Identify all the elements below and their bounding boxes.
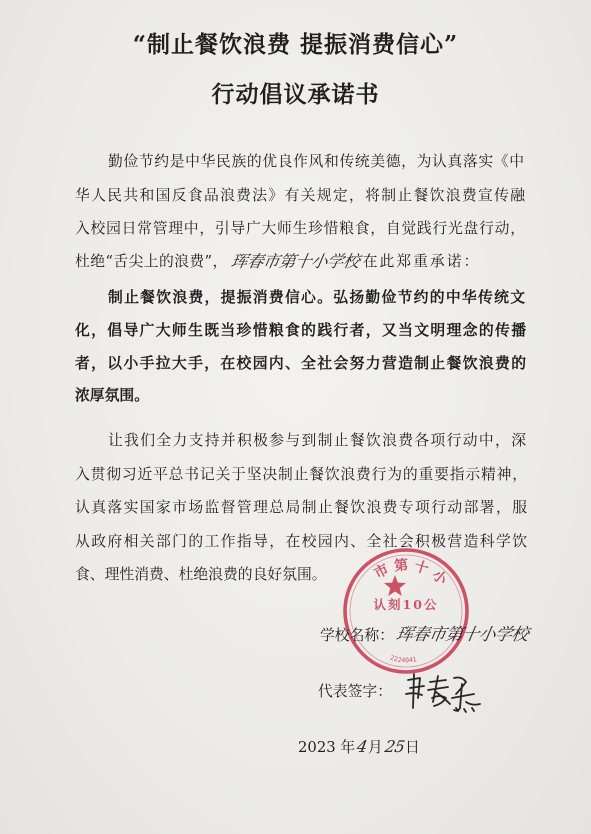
paragraph-line: 化，倡导广大师生既当珍惜粮食的践行者，又当文明理念的传播	[75, 322, 526, 339]
school-name-label: 学校名称：	[320, 627, 394, 644]
handwritten-school-name: 珲春市第十小学校	[394, 625, 530, 645]
paragraph-line	[75, 250, 480, 274]
paragraph-text: 在此郑重承诺：	[362, 253, 481, 270]
paragraph-text: 杜绝“舌尖上的浪费”，	[75, 253, 228, 270]
seal-arc-text: 市 第 十 小	[371, 557, 450, 589]
date-day: 25	[383, 737, 406, 756]
paragraph-line: 入贯彻习近平总书记关于坚决制止餐饮浪费行为的重要指示精神，	[75, 466, 527, 483]
date-month: 4	[355, 737, 369, 756]
date-month-unit: 月	[367, 739, 383, 756]
representative-signature-label: 代表签字：	[318, 683, 392, 700]
date-day-unit: 日	[405, 739, 420, 756]
seal-code: 2224041	[389, 653, 418, 665]
date-year: 2023 年	[298, 739, 356, 756]
paragraph-line: 制止餐饮浪费，提振消费信心。弘扬勤俭节约的中华传统文	[108, 289, 525, 306]
star-icon	[384, 575, 406, 596]
paragraph-line: 勤俭节约是中华民族的优良作风和传统美德，为认真落实《中	[108, 153, 524, 170]
paragraph-line: 让我们全力支持并积极参与到制止餐饮浪费各项行动中，深	[108, 432, 526, 449]
seal-center-text: 认刻10公	[373, 597, 439, 612]
paragraph-line: 从政府相关部门的工作指导，在校园内、全社会积极营造科学饮	[75, 533, 527, 550]
paragraph-line: 者，以小手拉大手，在校园内、全社会努力营造制止餐饮浪费的	[75, 355, 526, 372]
paragraph-line: 浓厚氛围。	[75, 387, 149, 404]
official-seal	[340, 545, 472, 677]
document-subtitle: 行动倡议承诺书	[211, 81, 380, 108]
handwritten-school-name: 珲春市第十小学校	[229, 252, 361, 271]
paragraph-line: 食、理性消费、杜绝浪费的良好氛围。	[75, 566, 327, 583]
paragraph-line: 华人民共和国反食品浪费法》有关规定，将制止餐饮浪费宣传融	[75, 187, 525, 204]
document-title: “制止餐饮浪费 提振消费信心”	[132, 31, 459, 58]
paragraph-line: 入校园日常管理中，引导广大师生珍惜粮食，自觉践行光盘行动，	[75, 220, 525, 237]
date	[298, 737, 420, 758]
paragraph-line: 认真落实国家市场监督管理总局制止餐饮浪费专项行动部署，服	[75, 499, 527, 516]
